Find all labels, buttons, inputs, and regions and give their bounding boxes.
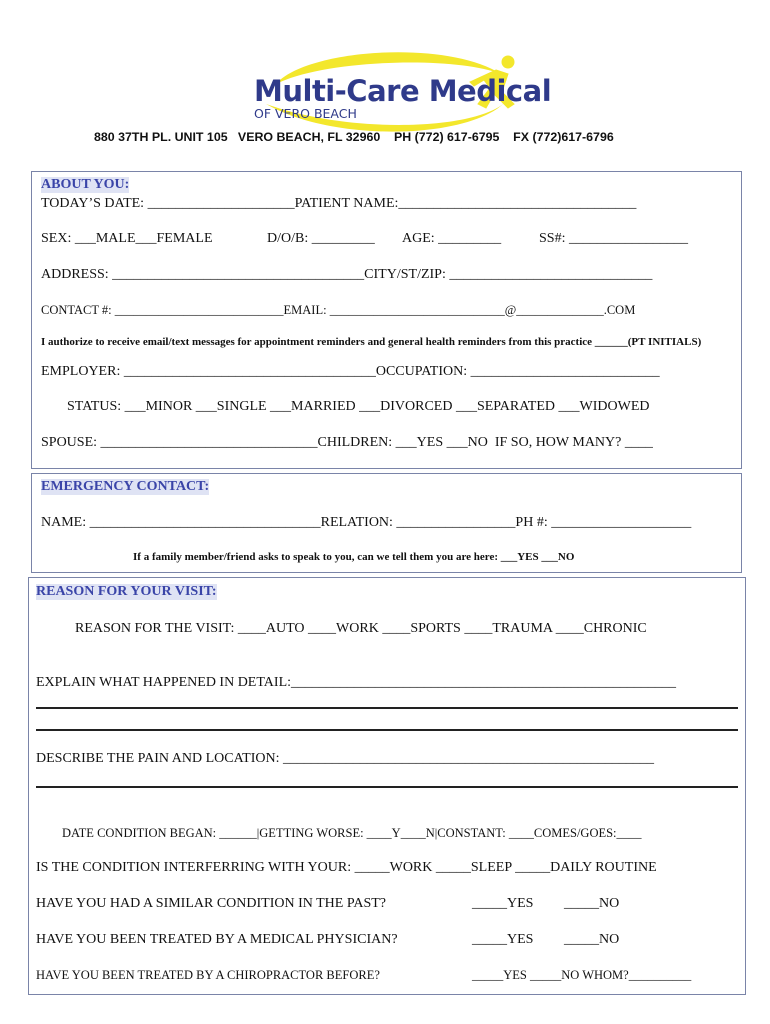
about-section xyxy=(31,171,742,469)
logo-subtitle: OF VERO BEACH xyxy=(254,106,357,121)
about-employer: EMPLOYER: ____________________________________OCCUPATION: ___________________________ xyxy=(41,364,660,379)
visit-interfering: IS THE CONDITION INTERFERRING WITH YOUR: _____WORK _____SLEEP _____DAILY ROUTINE xyxy=(36,860,657,875)
about-dob: D/O/B: _________ xyxy=(267,231,375,246)
about-title: ABOUT YOU: xyxy=(41,177,130,192)
visit-q3: HAVE YOU BEEN TREATED BY A CHIROPRACTOR BEFORE? xyxy=(36,968,380,982)
about-contact: CONTACT #: ___________________________EMAIL: ____________________________@______________.COM xyxy=(41,303,636,317)
about-sex: SEX: ___MALE___FEMALE xyxy=(41,231,213,246)
emergency-family: If a family member/friend asks to speak to you, can we tell them you are here: ___YES ___NO xyxy=(133,551,575,563)
visit-q3-answers: _____YES _____NO WHOM?__________ xyxy=(472,968,692,982)
practice-address: 880 37TH PL. UNIT 105 VERO BEACH, FL 32960 PH (772) 617-6795 FX (772)617-6796 xyxy=(94,130,614,144)
visit-q2-no: _____NO xyxy=(564,932,620,947)
visit-date-began: DATE CONDITION BEGAN: ______|GETTING WORSE: ____Y____N|CONSTANT: ____COMES/GOES:____ xyxy=(62,826,642,840)
explain-rule-2 xyxy=(36,729,738,731)
emergency-title: EMERGENCY CONTACT: xyxy=(41,479,210,494)
practice-logo xyxy=(246,44,552,134)
visit-q1-no: _____NO xyxy=(564,896,620,911)
visit-explain: EXPLAIN WHAT HAPPENED IN DETAIL:_______________________________________________________ xyxy=(36,675,677,690)
about-spouse: SPOUSE: _______________________________CHILDREN: ___YES ___NO IF SO, HOW MANY? ____ xyxy=(41,435,653,450)
about-status: STATUS: ___MINOR ___SINGLE ___MARRIED ___DIVORCED ___SEPARATED ___WIDOWED xyxy=(67,399,650,414)
explain-rule-1 xyxy=(36,707,738,709)
visit-reason: REASON FOR THE VISIT: ____AUTO ____WORK ____SPORTS ____TRAUMA ____CHRONIC xyxy=(75,621,647,636)
about-line-date-name: TODAY’S DATE: _____________________PATIENT NAME:__________________________________ xyxy=(41,196,637,211)
about-age: AGE: _________ xyxy=(402,231,502,246)
visit-q2-yes: _____YES xyxy=(472,932,534,947)
about-authorize: I authorize to receive email/text messages for appointment reminders and general health reminders from this practice ______(PT INITIALS) xyxy=(41,336,702,348)
logo-name: Multi-Care Medical xyxy=(254,74,552,108)
visit-describe: DESCRIBE THE PAIN AND LOCATION: _____________________________________________________ xyxy=(36,751,654,766)
emergency-name: NAME: _________________________________RELATION: _________________PH #: ____________________ xyxy=(41,515,692,530)
describe-rule xyxy=(36,786,738,788)
visit-q1: HAVE YOU HAD A SIMILAR CONDITION IN THE PAST? xyxy=(36,896,387,911)
visit-q1-yes: _____YES xyxy=(472,896,534,911)
visit-title: REASON FOR YOUR VISIT: xyxy=(36,584,217,599)
visit-q2: HAVE YOU BEEN TREATED BY A MEDICAL PHYSICIAN? xyxy=(36,932,398,947)
about-ssn: SS#: _________________ xyxy=(539,231,688,246)
about-address: ADDRESS: ____________________________________CITY/ST/ZIP: _____________________________ xyxy=(41,267,653,282)
